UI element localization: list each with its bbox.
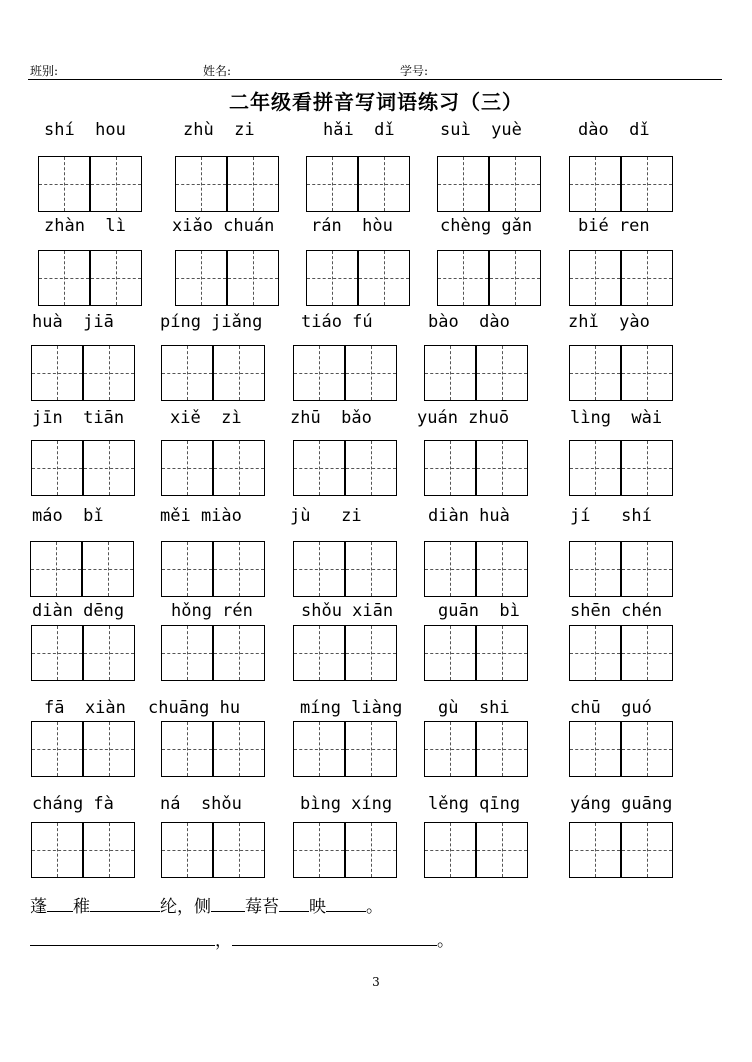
page-number: 3 <box>372 975 380 989</box>
tianzige-writing-box[interactable] <box>161 721 213 777</box>
tianzige-writing-box[interactable] <box>213 721 265 777</box>
tianzige-writing-box[interactable] <box>213 625 265 681</box>
tianzige-writing-box[interactable] <box>161 541 213 597</box>
tianzige-writing-box[interactable] <box>476 721 528 777</box>
pinyin-label: jù zi <box>290 506 362 526</box>
tianzige-writing-box[interactable] <box>83 440 135 496</box>
header-divider <box>28 79 722 80</box>
tianzige-writing-box[interactable] <box>489 156 541 212</box>
pinyin-label: chèng gǎn <box>440 216 533 236</box>
tianzige-writing-box[interactable] <box>621 541 673 597</box>
char-lun: 纶，侧 <box>160 897 211 917</box>
tianzige-writing-box[interactable] <box>345 440 397 496</box>
pinyin-label: huà jiā <box>32 312 114 332</box>
sentence-line-1 <box>30 892 383 917</box>
tianzige-writing-box[interactable] <box>476 345 528 401</box>
pinyin-label: dào dǐ <box>578 120 650 140</box>
pinyin-label: suì yuè <box>440 120 522 140</box>
tianzige-writing-box[interactable] <box>306 156 358 212</box>
tianzige-writing-box[interactable] <box>476 822 528 878</box>
tianzige-writing-box[interactable] <box>161 822 213 878</box>
tianzige-writing-box[interactable] <box>569 440 621 496</box>
tianzige-writing-box[interactable] <box>38 156 90 212</box>
pinyin-label: zhù zi <box>183 120 255 140</box>
tianzige-writing-box[interactable] <box>161 440 213 496</box>
page-title: 二年级看拼音写词语练习（三） <box>229 90 523 114</box>
tianzige-writing-box[interactable] <box>424 721 476 777</box>
tianzige-writing-box[interactable] <box>345 625 397 681</box>
pinyin-label: tiáo fú <box>301 312 373 332</box>
tianzige-writing-box[interactable] <box>227 250 279 306</box>
tianzige-writing-box[interactable] <box>569 822 621 878</box>
pinyin-label: bào dào <box>428 312 510 332</box>
pinyin-label: diàn dēng <box>32 601 125 621</box>
tianzige-writing-box[interactable] <box>358 156 410 212</box>
tianzige-writing-box[interactable] <box>161 625 213 681</box>
pinyin-label: shǒu xiān <box>301 601 394 621</box>
tianzige-writing-box[interactable] <box>31 721 83 777</box>
pinyin-label: cháng fà <box>32 794 114 814</box>
pinyin-label: lěng qīng <box>428 794 521 814</box>
tianzige-writing-box[interactable] <box>31 345 83 401</box>
tianzige-writing-box[interactable] <box>569 250 621 306</box>
tianzige-writing-box[interactable] <box>90 250 142 306</box>
pinyin-label: shí hou <box>44 120 126 140</box>
tianzige-writing-box[interactable] <box>345 345 397 401</box>
tianzige-writing-box[interactable] <box>213 822 265 878</box>
tianzige-writing-box[interactable] <box>424 440 476 496</box>
tianzige-writing-box[interactable] <box>82 541 134 597</box>
tianzige-writing-box[interactable] <box>569 625 621 681</box>
tianzige-writing-box[interactable] <box>213 440 265 496</box>
pinyin-label: ná shǒu <box>160 794 242 814</box>
pinyin-label: máo bǐ <box>32 506 104 526</box>
pinyin-label: zhū bǎo <box>290 408 372 428</box>
tianzige-writing-box[interactable] <box>569 721 621 777</box>
pinyin-label: guān bì <box>438 601 520 621</box>
tianzige-writing-box[interactable] <box>476 625 528 681</box>
name-label: 姓名: <box>203 64 232 78</box>
tianzige-writing-box[interactable] <box>90 156 142 212</box>
tianzige-writing-box[interactable] <box>621 721 673 777</box>
tianzige-writing-box[interactable] <box>293 822 345 878</box>
tianzige-writing-box[interactable] <box>293 541 345 597</box>
tianzige-writing-box[interactable] <box>175 250 227 306</box>
blank-2[interactable] <box>90 897 160 912</box>
tianzige-writing-box[interactable] <box>83 345 135 401</box>
tianzige-writing-box[interactable] <box>621 156 673 212</box>
pinyin-label: yuán zhuō <box>417 408 510 428</box>
char-zhi: 稚 <box>73 897 90 917</box>
tianzige-writing-box[interactable] <box>213 345 265 401</box>
tianzige-writing-box[interactable] <box>424 541 476 597</box>
pinyin-label: xiǎo chuán <box>172 216 275 236</box>
tianzige-writing-box[interactable] <box>358 250 410 306</box>
tianzige-writing-box[interactable] <box>424 345 476 401</box>
pinyin-label: míng liàng <box>300 698 403 718</box>
pinyin-label: shēn chén <box>570 601 663 621</box>
pinyin-label: gù shi <box>438 698 510 718</box>
tianzige-writing-box[interactable] <box>306 250 358 306</box>
tianzige-writing-box[interactable] <box>476 440 528 496</box>
pinyin-label: píng jiǎng <box>160 312 263 332</box>
tianzige-writing-box[interactable] <box>424 625 476 681</box>
blank-6[interactable] <box>30 931 215 946</box>
tianzige-writing-box[interactable] <box>31 625 83 681</box>
tianzige-writing-box[interactable] <box>345 541 397 597</box>
tianzige-writing-box[interactable] <box>621 250 673 306</box>
pinyin-label: xiě zì <box>170 408 242 428</box>
tianzige-writing-box[interactable] <box>569 156 621 212</box>
pinyin-label: bìng xíng <box>300 794 393 814</box>
pinyin-label: jīn tiān <box>32 408 125 428</box>
tianzige-writing-box[interactable] <box>437 250 489 306</box>
tianzige-writing-box[interactable] <box>175 156 227 212</box>
pinyin-label: yáng guāng <box>570 794 673 814</box>
blank-4[interactable] <box>279 897 309 912</box>
tianzige-writing-box[interactable] <box>31 440 83 496</box>
tianzige-writing-box[interactable] <box>83 822 135 878</box>
char-meitai: 莓苔 <box>245 897 279 917</box>
pinyin-label: lìng wài <box>570 408 663 428</box>
blank-1[interactable] <box>47 897 73 912</box>
pinyin-label: fā xiàn <box>44 698 126 718</box>
tianzige-writing-box[interactable] <box>621 440 673 496</box>
tianzige-writing-box[interactable] <box>227 156 279 212</box>
pinyin-label: měi miào <box>160 506 242 526</box>
tianzige-writing-box[interactable] <box>31 822 83 878</box>
tianzige-writing-box[interactable] <box>293 440 345 496</box>
pinyin-label: zhàn lì <box>44 216 126 236</box>
pinyin-label: chū guó <box>570 698 652 718</box>
tianzige-writing-box[interactable] <box>345 822 397 878</box>
pinyin-label: rán hòu <box>311 216 393 236</box>
pinyin-label: zhǐ yào <box>568 312 650 332</box>
tianzige-writing-box[interactable] <box>293 721 345 777</box>
sentence-line-2 <box>30 926 454 951</box>
tianzige-writing-box[interactable] <box>621 625 673 681</box>
tianzige-writing-box[interactable] <box>293 345 345 401</box>
tianzige-writing-box[interactable] <box>621 822 673 878</box>
pinyin-label: hǒng rén <box>171 601 253 621</box>
char-ying: 映 <box>309 897 326 917</box>
tianzige-writing-box[interactable] <box>30 541 82 597</box>
blank-5[interactable] <box>326 897 366 912</box>
blank-7[interactable] <box>232 931 437 946</box>
tianzige-writing-box[interactable] <box>83 721 135 777</box>
blank-3[interactable] <box>211 897 245 912</box>
pinyin-label: hǎi dǐ <box>323 120 395 140</box>
char-peng: 蓬 <box>30 897 47 917</box>
tianzige-writing-box[interactable] <box>83 625 135 681</box>
tianzige-writing-box[interactable] <box>38 250 90 306</box>
tianzige-writing-box[interactable] <box>621 345 673 401</box>
tianzige-writing-box[interactable] <box>213 541 265 597</box>
pinyin-label: diàn huà <box>428 506 510 526</box>
tianzige-writing-box[interactable] <box>293 625 345 681</box>
class-label: 班别: <box>30 64 59 78</box>
tianzige-writing-box[interactable] <box>569 541 621 597</box>
tianzige-writing-box[interactable] <box>424 822 476 878</box>
student-number-label: 学号: <box>400 64 429 78</box>
period-2: 。 <box>437 931 454 951</box>
pinyin-label: bié ren <box>578 216 650 236</box>
tianzige-writing-box[interactable] <box>489 250 541 306</box>
tianzige-writing-box[interactable] <box>569 345 621 401</box>
tianzige-writing-box[interactable] <box>345 721 397 777</box>
comma-2: ， <box>215 931 232 951</box>
pinyin-label: chuāng hu <box>148 698 241 718</box>
tianzige-writing-box[interactable] <box>476 541 528 597</box>
pinyin-label: jí shí <box>570 506 652 526</box>
tianzige-writing-box[interactable] <box>437 156 489 212</box>
tianzige-writing-box[interactable] <box>161 345 213 401</box>
period-1: 。 <box>366 897 383 917</box>
